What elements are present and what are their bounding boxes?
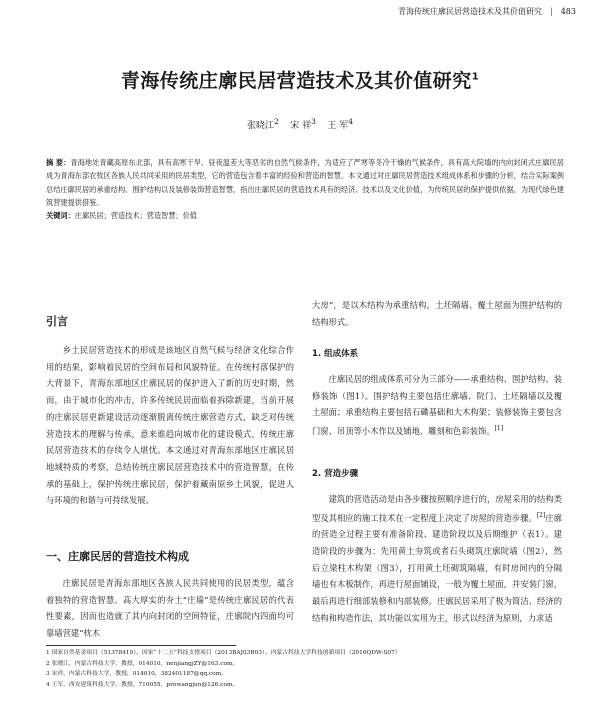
subsection2-heading: 2. 营造步骤 <box>312 469 359 479</box>
subsection1-body <box>312 371 562 440</box>
section1-body <box>46 575 294 642</box>
citation-ref: [1] <box>494 425 504 433</box>
subsection1-heading: 1. 组成体系 <box>312 349 359 359</box>
section1-heading: 一、庄廓民居的营造技术构成 <box>46 550 189 563</box>
author-footnote-mark: 4 <box>348 117 353 126</box>
footnote-rule <box>46 645 236 646</box>
header-separator: | <box>550 7 553 16</box>
article-title-text: 青海传统庄廓民居营造技术及其价值研究 <box>120 70 472 92</box>
subsection2-text-b: 庄廓的营造全过程主要有准备阶段、建造阶段以及后期维护（表1）。建造阶段的步骤为：先用黄土夯筑或者石头砌筑庄廓院墙（图2），然后立梁柱木构架（图3），打用黄土坯砌筑隔墙，有时房间内的分隔墙也有木板制作，再进行屋面铺设，一般为覆土屋面，并安装门窗，最后再进行细部装修和内部装修。庄廓民居采用了极为简洁、经济的结构和构造作法，其功能以实用为主，形式以经济为原则，力求适 <box>312 512 562 623</box>
title-footnote-mark: 1 <box>471 71 480 83</box>
author-footnote-mark: 2 <box>274 117 279 126</box>
abstract-label: 摘 要： <box>46 158 71 167</box>
abstract-text: 青海地处青藏高原东北部，具有高寒干旱、昼夜温差大等恶劣的自然气候条件，为适应了严寒等冬冷干燥的气候条件，具有高大院墙的内向封闭式庄廓民居成为青海东部农牧区各族人民共同采用的民居类型，它的营造包含着丰富的经验和营造的智慧。本文通过对庄廓民居营造技术组成体系和步骤的分析，结合实际案例总结庄廓民居的承重结构、围护结构以及装修装饰营造智慧，指出庄廓民居的营造技术具有的经济、技术以及文化价值，为传统民居的保护提供依据，为现代绿色建筑营建提供借鉴。 <box>46 158 564 208</box>
author-name: 张晓江 <box>246 121 274 131</box>
author-name: 宋 祥 <box>290 121 312 131</box>
footnote: 4 王军，西安建筑科技大学，教授，710055，prowangjun@126.com。 <box>46 681 239 688</box>
section1-paragraph: 庄廓民居是青海东部地区各族人民共同使用的民居类型，蕴含着独特的营造智慧。高大厚实的夯土“庄墙”是传统庄廓民居的代表性要素，因而也造就了其内向封闭的空间特征，庄廓院内四面均可靠墙营建“枕木 <box>46 578 294 639</box>
footnote: 2 张晓江，内蒙古科技大学，教授，014010，nenjiangjZY@163.com。 <box>46 660 239 667</box>
intro-body <box>46 342 294 509</box>
article-title <box>0 66 600 93</box>
subsection1-text: 庄廓民居的组成体系可分为三部分——承重结构、围护结构、装修装饰（图1）。围护结构主要包括庄廓墙、院门、土坯隔墙以及覆土屋面；承重结构主要包括石磡基础和大木构架；装修装饰主要包含门窗、吊顶等小木作以及铺地、雕刻和色彩装饰。 <box>312 374 562 436</box>
citation-ref: [2] <box>536 511 546 519</box>
subsection2-paragraph <box>312 491 562 626</box>
author-name: 王 军 <box>327 121 349 131</box>
continuation-paragraph: 大房”，是以木结构为承重结构，土坯隔墙、覆土屋面为围护结构的结构形式。 <box>312 300 562 327</box>
author-line <box>0 117 600 131</box>
footnotes <box>46 648 566 690</box>
right-continuation <box>312 297 562 330</box>
intro-heading: 引言 <box>46 315 68 328</box>
keywords <box>46 210 564 222</box>
subsection1-paragraph <box>312 371 562 440</box>
author-footnote-mark: 3 <box>311 117 316 126</box>
footnote: 1 国家自然基金项目（51378419）、国家“十二五”科技支撑项目（2013BAJ03B03）、内蒙古科技大学科技创新项目（2016QDW-S07） <box>46 650 401 656</box>
abstract <box>46 156 564 210</box>
page-number: 483 <box>560 7 576 16</box>
running-header <box>398 6 576 17</box>
intro-paragraph: 乡土民居营造技术的形成是该地区自然气候与经济文化综合作用的结果，影响着民居的空间布局和风貌特征。在传统村落保护的大背景下，青海东部地区庄廓民居的保护进入了新的历史时期，然而，由于城市化的冲击，许多传统民居面临着拆除新建，当前开展的庄廓民居更新建设活动逐渐脱离传统庄廓营造方式，缺乏对传统营造技术的理解与传承，意来谁趋向城市化的建设模式，传统庄廓民居营造技术的存续令人堪忧。本文通过对青海东部地区庄廓民居地域特质的考察，总结传统庄廓民居营造技术中的营造智慧，在传承的基础上，保护传统庄廓民居，保护着藏南原乡土风貌，促进人与环境的和谐与可持续发展。 <box>46 345 294 506</box>
keywords-label: 关键词： <box>46 211 75 220</box>
subsection2-body <box>312 491 562 626</box>
subsection2-text-a: 建筑的营造活动是由各步骤按照顺序进行的，房屋采用的结构类型及其相应的施工技术在一定程度上决定了房屋的营造步骤。 <box>312 494 562 523</box>
footnote: 3 宋祥，内蒙古科技大学，教授，014010，382401187@qq.com。 <box>46 671 227 678</box>
running-title: 青海传统庄廓民居营造技术及其价值研究 <box>398 7 543 16</box>
keywords-text: 庄廓民居；营造技术；营造智慧；价值 <box>74 211 197 220</box>
